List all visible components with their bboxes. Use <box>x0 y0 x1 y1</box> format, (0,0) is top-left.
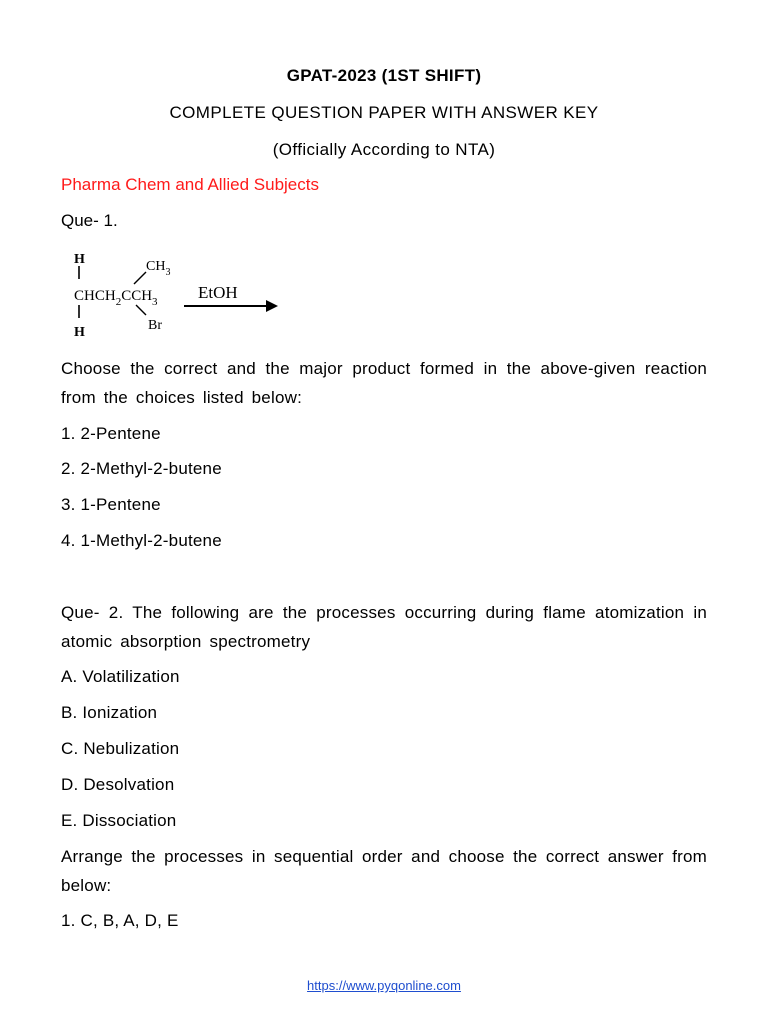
q2-item: D. Desolvation <box>61 775 175 794</box>
q1-option: 3. 1-Pentene <box>61 495 161 514</box>
page-subtitle: COMPLETE QUESTION PAPER WITH ANSWER KEY <box>169 103 599 122</box>
q1-option: 1. 2-Pentene <box>61 424 161 443</box>
structure-h-top: H <box>74 252 85 267</box>
structure-br: Br <box>148 318 162 333</box>
reaction-scheme <box>70 248 290 348</box>
q2-item: C. Nebulization <box>61 739 180 758</box>
section-heading: Pharma Chem and Allied Subjects <box>61 175 319 194</box>
structure-sub-2: 2 <box>115 296 122 308</box>
question-2-instruction: Arrange the processes in sequential order and choose the correct answer from below: <box>61 847 707 895</box>
reaction-arrow-head <box>266 300 278 312</box>
q2-item: E. Dissociation <box>61 811 177 830</box>
q1-option: 4. 1-Methyl-2-butene <box>61 531 222 550</box>
svg-text:CHCH2CCH3 <box>74 288 158 308</box>
structure-sub-3: 3 <box>152 296 158 308</box>
structure-chain-a: CHCH <box>74 288 116 304</box>
question-2-prompt: Que- 2. The following are the processes occurring during flame atomization in atomic absorption spectrometry <box>61 603 707 651</box>
q2-option: 1. C, B, A, D, E <box>61 911 179 930</box>
structure-ch3-top: CH <box>146 259 166 274</box>
footer-link[interactable]: https://www.pyqonline.com <box>307 978 461 993</box>
q2-item: B. Ionization <box>61 703 158 722</box>
structure-h-bottom: H <box>74 325 85 340</box>
structure-chain-b: CCH <box>121 288 153 304</box>
structure-ch3-sub: 3 <box>165 267 171 278</box>
page-note: (Officially According to NTA) <box>272 140 496 159</box>
question-1-label: Que- 1. <box>61 211 118 230</box>
q1-option: 2. 2-Methyl-2-butene <box>61 459 222 478</box>
reagent-label: EtOH <box>198 283 238 302</box>
svg-text:CH3 <box>146 259 170 278</box>
question-1-prompt: Choose the correct and the major product formed in the above-given reaction from the choices listed below: <box>61 359 707 407</box>
page-title: GPAT-2023 (1ST SHIFT) <box>286 66 482 85</box>
q2-item: A. Volatilization <box>61 667 180 686</box>
